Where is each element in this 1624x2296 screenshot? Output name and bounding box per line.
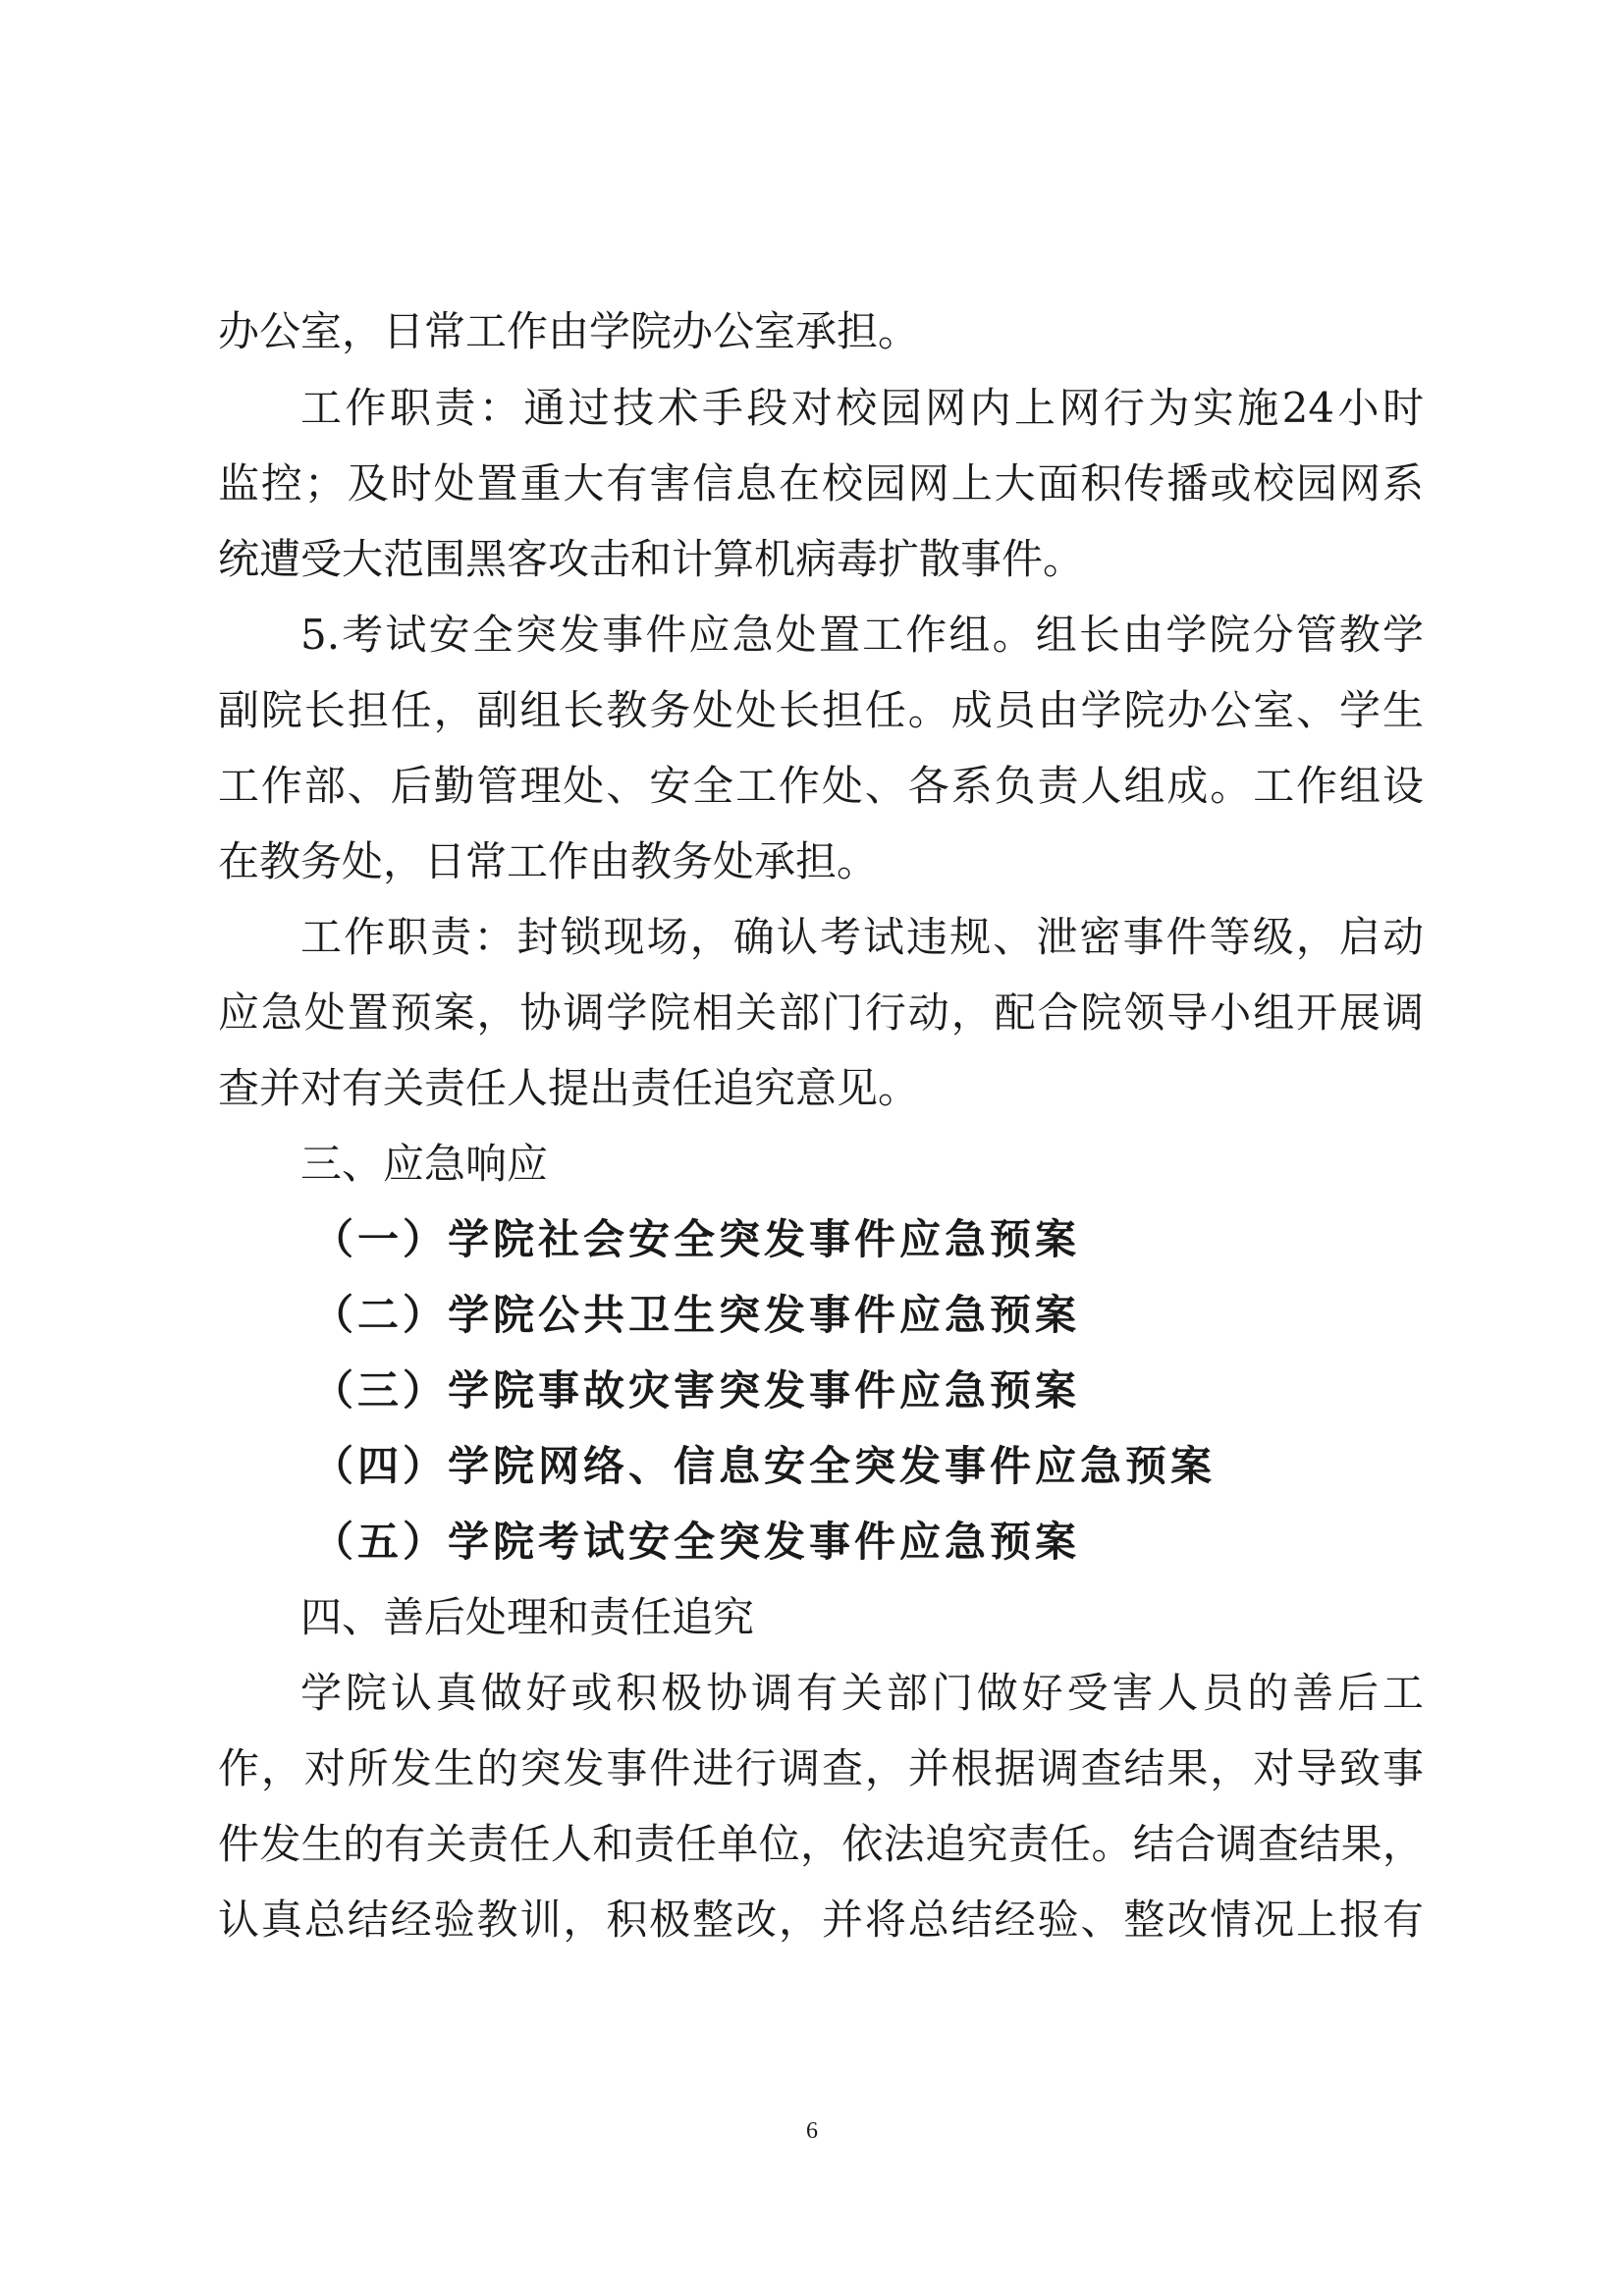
text-line: 工作部、后勤管理处、安全工作处、各系负责人组成。工作组设 xyxy=(218,762,1424,810)
subsection-heading: （四）学院网络、信息安全突发事件应急预案 xyxy=(312,1442,1217,1490)
text-line: 作，对所发生的突发事件进行调查，并根据调查结果，对导致事 xyxy=(218,1744,1424,1792)
text-line: 监控；及时处置重大有害信息在校园网上大面积传播或校园网系 xyxy=(218,459,1424,507)
text-line: 5.考试安全突发事件应急处置工作组。组长由学院分管教学 xyxy=(300,611,1424,659)
text-line: 工作职责：封锁现场，确认考试违规、泄密事件等级，启动 xyxy=(300,913,1424,961)
text-line: 统遭受大范围黑客攻击和计算机病毒扩散事件。 xyxy=(218,535,1085,583)
subsection-heading: （二）学院公共卫生突发事件应急预案 xyxy=(312,1291,1081,1339)
text-line: 学院认真做好或积极协调有关部门做好受害人员的善后工 xyxy=(300,1669,1424,1717)
section-heading: 四、善后处理和责任追究 xyxy=(300,1593,755,1641)
page-number: 6 xyxy=(806,2118,818,2144)
subsection-heading: （一）学院社会安全突发事件应急预案 xyxy=(312,1215,1081,1263)
subsection-heading: （三）学院事故灾害突发事件应急预案 xyxy=(312,1366,1081,1415)
text-line: 认真总结经验教训，积极整改，并将总结经验、整改情况上报有 xyxy=(218,1896,1424,1944)
text-line: 件发生的有关责任人和责任单位，依法追究责任。结合调查结果， xyxy=(218,1820,1424,1868)
text-line: 副院长担任，副组长教务处处长担任。成员由学院办公室、学生 xyxy=(218,686,1424,734)
text-line: 查并对有关责任人提出责任追究意见。 xyxy=(218,1064,920,1112)
text-line: 工作职责：通过技术手段对校园网内上网行为实施24小时 xyxy=(300,384,1424,432)
subsection-heading: （五）学院考试安全突发事件应急预案 xyxy=(312,1518,1081,1566)
text-line: 在教务处，日常工作由教务处承担。 xyxy=(218,837,879,885)
text-line: 办公室，日常工作由学院办公室承担。 xyxy=(218,307,920,355)
section-heading: 三、应急响应 xyxy=(300,1140,549,1188)
text-line: 应急处置预案，协调学院相关部门行动，配合院领导小组开展调 xyxy=(218,988,1424,1037)
